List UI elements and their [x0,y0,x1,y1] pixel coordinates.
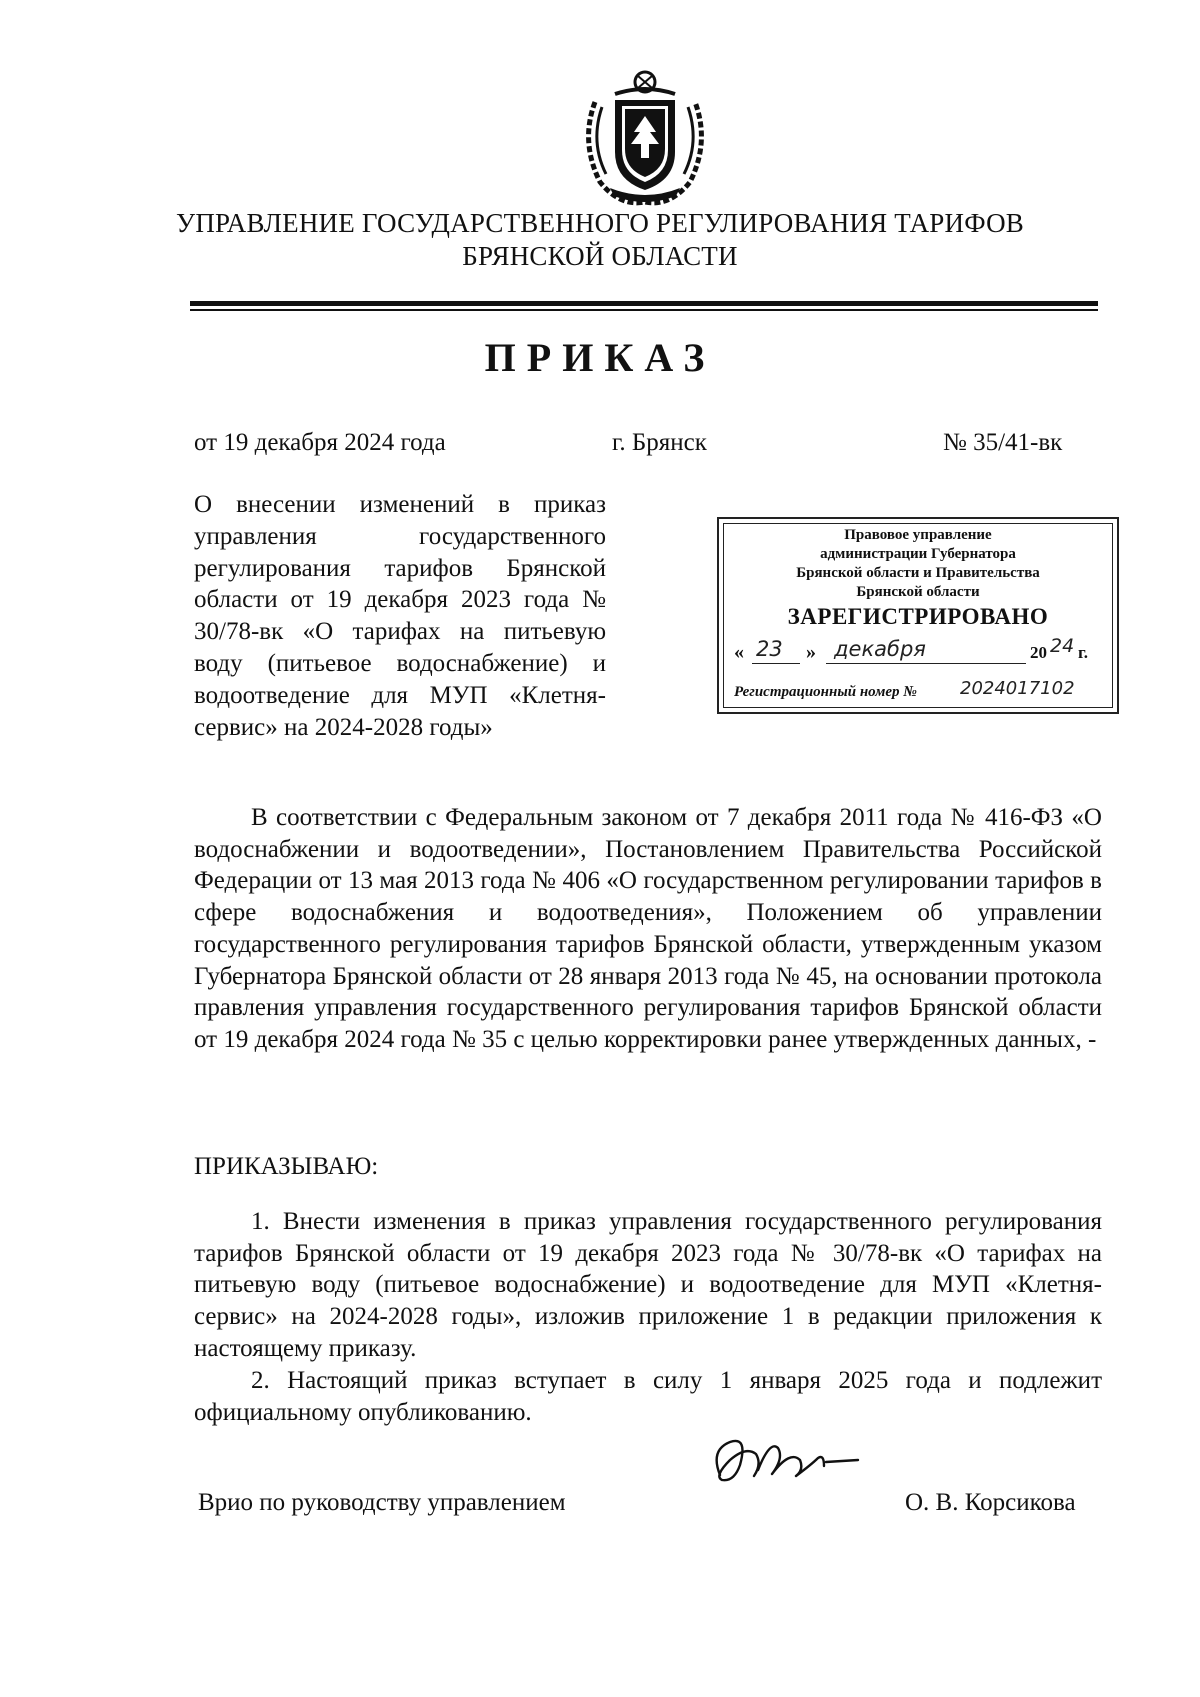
stamp-inner-border [723,523,1113,708]
organization-name-line2: БРЯНСКОЙ ОБЛАСТИ [462,241,738,271]
header-rule-thin [190,309,1098,311]
stamp-reg-label: Регистрационный номер № [734,684,917,700]
registration-stamp [717,517,1119,714]
stamp-line-4: Брянской области [856,584,980,600]
stamp-year-suffix: 24 [1050,635,1075,657]
stamp-line-2: администрации Губернатора [820,546,1016,562]
stamp-year-prefix: 20 [1030,643,1047,662]
order-item-1: 1. Внести изменения в приказ управления государственного регулирования тарифов Брянской области от 19 декабря 2023 года № 30/78-вк «О тарифах на питьевую воду (питьевое водоснабжение) и водоотведение для МУП «Клетня-сервис» на 2024-2028 годы», изложив приложение 1 в редакции приложения к настоящему приказу. [194,1208,1102,1362]
stamp-line-1: Правовое управление [844,527,992,543]
document-subject: О внесении изменений в приказ управления государственного регулирования тарифов Брянской области от 19 декабря 2023 года № 30/78-вк «О тарифах на питьевую воду (питьевое водоснабжение) и водоотведение для МУП «Клетня-сервис» на 2024-2028 годы» [194,491,606,741]
document-date: от 19 декабря 2024 года [194,429,446,456]
document-number: № 35/41-вк [943,429,1063,456]
order-word: ПРИКАЗЫВАЮ: [194,1153,379,1180]
stamp-quote-open: « [734,641,744,663]
order-item-2: 2. Настоящий приказ вступает в силу 1 января 2025 года и подлежит официальному опубликованию. [194,1367,1102,1426]
signer-position: Врио по руководству управлением [198,1489,566,1516]
stamp-month: декабря [834,637,926,661]
stamp-reg-number: 2024017102 [960,678,1075,699]
preamble-paragraph: В соответствии с Федеральным законом от 7 декабря 2011 года № 416-ФЗ «О водоснабжении и водоотведении», Постановлением Правительства Российской Федерации от 13 мая 2013 года № 406 «О государственном регулировании тарифов в сфере водоснабжения и водоотведения», Положением об управлении государственного регулирования тарифов Брянской области, утвержденным указом Губернатора Брянской области от 28 января 2013 года № 45, на основании протокола правления управления государственного регулирования тарифов Брянской области от 19 декабря 2024 года № 35 с целью корректировки ранее утвержденных данных, - [194,804,1102,1053]
stamp-day: 23 [756,637,783,661]
stamp-quote-close: » [806,641,816,663]
stamp-day-underline [752,663,800,664]
header-rule-thick [190,301,1098,306]
organization-name-line1: УПРАВЛЕНИЕ ГОСУДАРСТВЕННОГО РЕГУЛИРОВАНИЯ ТАРИФОВ [176,208,1024,238]
coat-of-arms-emblem [570,62,720,212]
stamp-date-row [734,635,1104,669]
stamp-status: ЗАРЕГИСТРИРОВАНО [787,604,1049,629]
document-city: г. Брянск [612,429,707,456]
stamp-month-underline [826,663,1026,664]
signer-name: О. В. Корсикова [905,1489,1076,1516]
stamp-line-3: Брянской области и Правительства [796,565,1040,581]
document-title: ПРИКАЗ [484,335,716,380]
stamp-year-unit: г. [1078,643,1089,662]
handwritten-signature [700,1420,870,1500]
stamp-reg-row [734,678,1114,706]
